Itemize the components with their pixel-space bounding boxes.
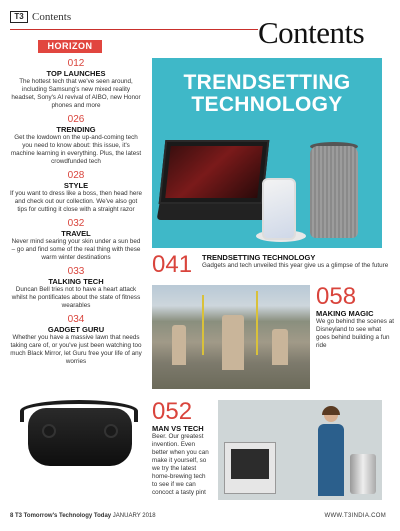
construction-tower [222, 315, 244, 370]
toc-heading: TOP LAUNCHES [46, 69, 106, 78]
construction-tower [172, 325, 186, 365]
feature-058[interactable] [316, 285, 396, 350]
vr-headset-image [20, 400, 138, 480]
construction-tower [272, 329, 288, 365]
crane [256, 291, 258, 355]
toc-page-number: 034 [67, 314, 85, 325]
theme-park-photo[interactable] [152, 285, 310, 389]
hero-image[interactable] [152, 58, 382, 248]
feature-052[interactable] [152, 400, 212, 497]
smart-speaker-icon [310, 146, 358, 238]
brewing-machine [224, 442, 276, 494]
feature-page-number: 041 [152, 251, 193, 278]
t3-logo: T3 [10, 11, 28, 23]
feature-page-number: 058 [316, 283, 357, 310]
section-label: Contents [32, 11, 72, 23]
footer-left [10, 513, 156, 519]
footer-publication: T3 Tomorrow's Technology Today [15, 513, 112, 519]
hero-title-line-2: TECHNOLOGY [191, 93, 343, 116]
toc-heading: GADGET GURU [47, 325, 105, 334]
toc-heading: STYLE [63, 181, 89, 190]
feature-heading: MAKING MAGIC [316, 309, 374, 318]
toc-description: Get the lowdown on the up-and-coming tech you need to know about: this issue, it's machine learning in everything. Plus, the latest crowdfunded tech [10, 134, 142, 165]
laptop-icon [159, 140, 270, 204]
feature-description: Beer. Our greatest invention. Even better when you can make it yourself, so we try the latest home-brewing tech to see if we can concoct a tasty pint [152, 433, 209, 496]
brewing-machine-window [231, 449, 269, 479]
smartphone-icon [262, 178, 296, 240]
person-body [318, 424, 344, 496]
toc-entry-012[interactable] [10, 58, 142, 110]
headset-camera-right [104, 424, 118, 438]
feature-heading: TRENDSETTING TECHNOLOGY [202, 253, 316, 262]
toc-heading: TALKING TECH [48, 277, 104, 286]
headset-visor [28, 408, 132, 466]
crane [202, 295, 204, 355]
toc-entry-028[interactable] [10, 170, 142, 214]
person-hair [322, 406, 340, 415]
person [316, 406, 346, 496]
toc-entry-032[interactable] [10, 218, 142, 262]
footer-date: JANUARY 2018 [112, 513, 156, 519]
feature-heading: MAN VS TECH [152, 424, 204, 433]
toc-heading: TRENDING [56, 125, 96, 134]
footer-site[interactable]: WWW.T3INDIA.COM [324, 513, 386, 519]
toc-list [10, 58, 142, 370]
feature-page-number: 052 [152, 398, 193, 425]
footer-page-number: 8 [10, 513, 14, 519]
toc-heading: TRAVEL [61, 229, 91, 238]
hero-title [152, 72, 382, 116]
toc-description: The hottest tech that we've seen around, including Samsung's new mixed reality headset, Sony's AI revival of AIBO, new Honor phones and more [11, 78, 141, 109]
toc-entry-033[interactable] [10, 266, 142, 310]
toc-description: Never mind searing your skin under a sun bed – go and find some of the real thing with these warm winter destinations [11, 238, 141, 261]
toc-description: Duncan Bell tries not to have a heart attack whilst he pontificates about the state of fitness wearables [11, 286, 141, 309]
toc-description: If you want to dress like a boss, then head here and check out our collection. We've also got tips for cutting it close with a straight razor [10, 190, 142, 213]
toc-page-number: 026 [67, 114, 85, 125]
hero-title-line-1: TRENDSETTING [183, 71, 351, 94]
horizon-badge: HORIZON [38, 40, 102, 53]
toc-description: Whether you have a massive lawn that needs taking care of, or you've just been watching too much Black Mirror, let Guru free your life of any worries [10, 334, 142, 365]
toc-page-number: 012 [67, 58, 85, 69]
toc-entry-026[interactable] [10, 114, 142, 166]
home-brewing-photo[interactable] [218, 400, 382, 500]
top-bar [10, 10, 71, 24]
title-rule [10, 29, 258, 30]
page-title: Contents [258, 15, 365, 50]
keg [350, 454, 376, 494]
toc-page-number: 028 [67, 170, 85, 181]
toc-entry-034[interactable] [10, 314, 142, 366]
laptop-base [157, 204, 278, 220]
feature-description: Gadgets and tech unveiled this year give us a glimpse of the future [202, 262, 389, 269]
toc-page-number: 033 [67, 266, 85, 277]
toc-page-number: 032 [67, 218, 85, 229]
headset-camera-left [42, 424, 56, 438]
feature-description: We go behind the scenes at Disneyland to see what goes behind building a fun ride [316, 318, 394, 349]
